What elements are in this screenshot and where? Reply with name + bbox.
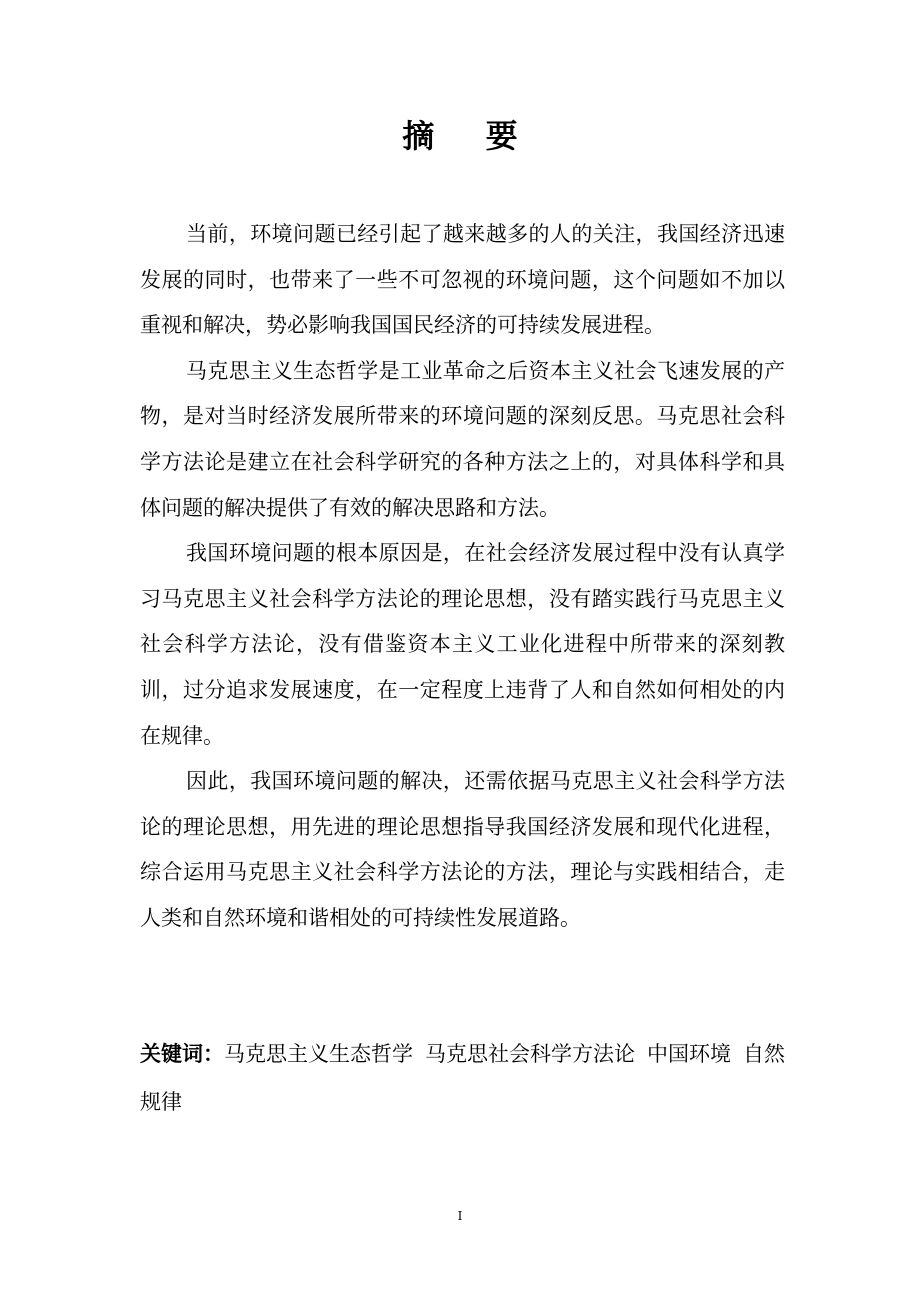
page-title: 摘 要	[402, 117, 538, 155]
keyword-item: 马克思社会科学方法论	[425, 1042, 635, 1066]
keywords-label: 关键词：	[140, 1041, 224, 1066]
abstract-paragraph-2: 马克思主义生态哲学是工业革命之后资本主义社会飞速发展的产物，是对当时经济发展所带来的环境问题的深刻反思。马克思社会科学方法论是建立在社会科学研究的各种方法之上的，对具体科学和具体问题的解决提供了有效的解决思路和方法。	[140, 358, 785, 520]
abstract-paragraph-3: 我国环境问题的根本原因是，在社会经济发展过程中没有认真学习马克思主义社会科学方法论的理论思想，没有踏实践行马克思主义社会科学方法论，没有借鉴资本主义工业化进程中所带来的深刻教训，过分追求发展速度，在一定程度上违背了人和自然如何相处的内在规律。	[140, 541, 785, 748]
keywords-line	[140, 1030, 790, 1126]
abstract-body	[140, 212, 785, 942]
page-number: I	[457, 1209, 463, 1223]
abstract-paragraph-1: 当前，环境问题已经引起了越来越多的人的关注，我国经济迅速发展的同时，也带来了一些不可忽视的环境问题，这个问题如不加以重视和解决，势必影响我国国民经济的可持续发展进程。	[140, 222, 785, 338]
keyword-item: 自然规律	[140, 1042, 785, 1114]
keyword-item: 马克思主义生态哲学	[224, 1042, 413, 1066]
abstract-paragraph-4: 因此，我国环境问题的解决，还需依据马克思主义社会科学方法论的理论思想，用先进的理论思想指导我国经济发展和现代化进程，综合运用马克思主义社会科学方法论的方法，理论与实践相结合，走人类和自然环境和谐相处的可持续性发展道路。	[140, 769, 785, 930]
keyword-item: 中国环境	[647, 1042, 731, 1066]
